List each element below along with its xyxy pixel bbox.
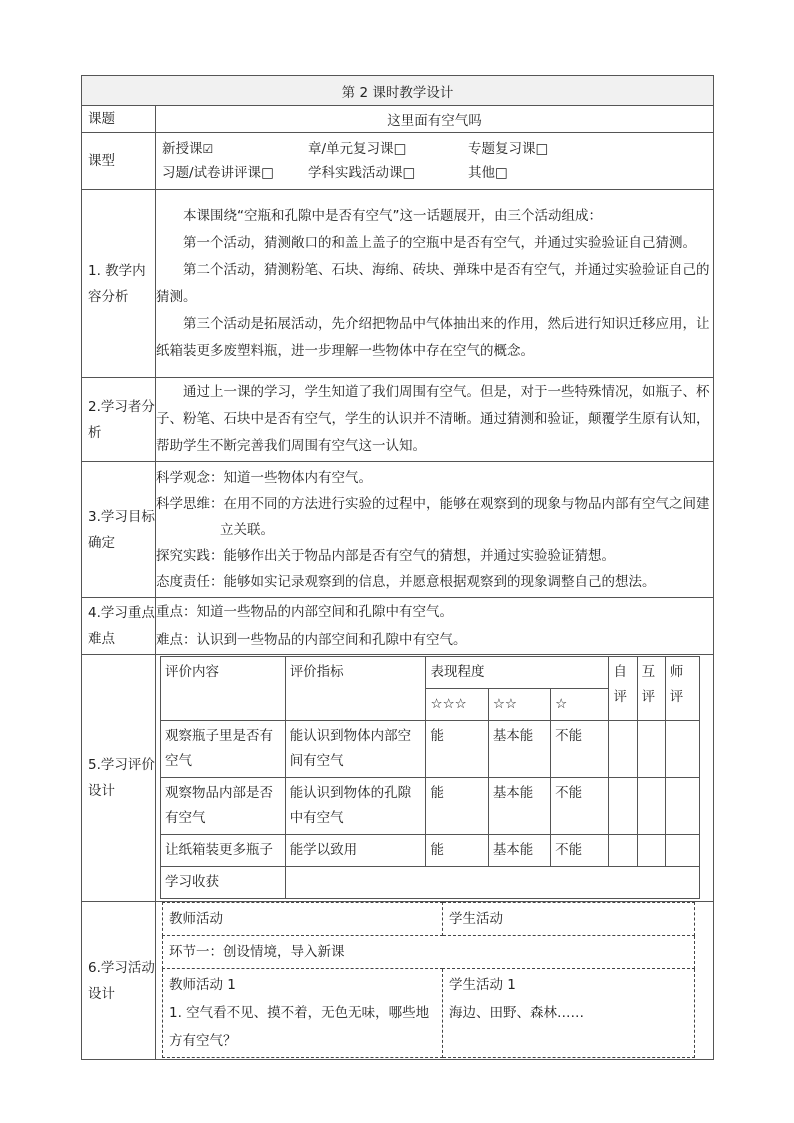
learner-analysis-text: 通过上一课的学习，学生知道了我们周围有空气。但是，对于一些特殊情况，如瓶子、杯子、粉笔、石块中是否有空气，学生的认识并不清晰。通过猜测和验证，颠覆学生原有认知，帮助学生不断完善我们周围有空气这一认知。 bbox=[156, 384, 710, 454]
teacher-eval-cell bbox=[665, 835, 699, 867]
lesson-type-option: 专题复习课□ bbox=[468, 141, 549, 157]
goals-body bbox=[156, 462, 714, 598]
checkbox-icon: □ bbox=[402, 165, 416, 181]
eval-header-peer: 互评 bbox=[637, 657, 665, 721]
eval-header-content: 评价内容 bbox=[161, 657, 286, 721]
eval-header-self: 自评 bbox=[609, 657, 637, 721]
document-title: 第 2 课时教学设计 bbox=[82, 76, 714, 106]
lesson-type-options bbox=[156, 133, 713, 189]
eval-header-level: 表现程度 bbox=[426, 657, 609, 689]
goal-item: 科学思维：在用不同的方法进行实验的过程中，能够在观察到的现象与物品内部有空气之间建立关联。 bbox=[156, 495, 710, 538]
eval-row: 观察瓶子里是否有空气 能认识到物体内部空间有空气 能 基本能 不能 bbox=[161, 721, 700, 778]
star-rating-2: ☆☆ bbox=[488, 689, 550, 721]
eval-row: 让纸箱装更多瓶子 能学以致用 能 基本能 不能 bbox=[161, 835, 700, 867]
evaluation-table bbox=[160, 656, 700, 899]
student-activity-1: 学生活动 1 海边、田野、森林…… bbox=[443, 969, 695, 1058]
teacher-eval-cell bbox=[665, 721, 699, 778]
teacher-activity-1: 教师活动 1 1. 空气看不见、摸不着，无色无味，哪些地方有空气？ bbox=[163, 969, 443, 1058]
checkbox-icon: □ bbox=[261, 165, 274, 181]
content-paragraph: 第一个活动，猜测敞口的和盖上盖子的空瓶中是否有空气，并通过实验验证自己猜测。 bbox=[183, 234, 696, 251]
goals-label: 3.学习目标确定 bbox=[82, 462, 156, 598]
lesson-type-option: 习题/试卷讲评课□ bbox=[162, 165, 274, 181]
eval-header-teacher: 师评 bbox=[665, 657, 699, 721]
content-paragraph: 第二个活动，猜测粉笔、石块、海绵、砖块、弹珠中是否有空气，并通过实验验证自己的猜测。 bbox=[156, 261, 710, 305]
lesson-type-option: 新授课☑ bbox=[162, 141, 214, 157]
lesson-plan-table bbox=[81, 75, 714, 1060]
checkbox-icon: □ bbox=[495, 165, 508, 181]
learner-analysis-label: 2.学习者分析 bbox=[82, 378, 156, 462]
checkbox-icon: □ bbox=[535, 141, 549, 157]
teacher-eval-cell bbox=[665, 778, 699, 835]
content-paragraph: 本课围绕“空瓶和孔隙中是否有空气”这一话题展开，由三个活动组成： bbox=[183, 207, 602, 224]
lesson-type-option: 学科实践活动课□ bbox=[308, 165, 416, 181]
key-point: 重点：知道一些物品的内部空间和孔隙中有空气。 bbox=[156, 604, 453, 620]
evaluation-label: 5.学习评价设计 bbox=[82, 655, 156, 902]
student-activity-header: 学生活动 bbox=[443, 903, 695, 936]
section-title: 环节一：创设情境，导入新课 bbox=[163, 936, 695, 969]
key-points-label: 4.学习重点难点 bbox=[82, 598, 156, 655]
star-rating-1: ☆ bbox=[551, 689, 609, 721]
lesson-type-option: 章/单元复习课□ bbox=[308, 141, 407, 157]
self-eval-cell bbox=[609, 721, 637, 778]
self-eval-cell bbox=[609, 835, 637, 867]
checked-box-icon: ☑ bbox=[202, 142, 214, 156]
topic-label: 课题 bbox=[82, 106, 156, 133]
peer-eval-cell bbox=[637, 721, 665, 778]
checkbox-icon: □ bbox=[393, 141, 407, 157]
lesson-plan bbox=[81, 75, 713, 1060]
goal-item: 态度责任：能够如实记录观察到的信息，并愿意根据观察到的现象调整自己的想法。 bbox=[156, 573, 656, 590]
topic-value: 这里面有空气吗 bbox=[156, 106, 714, 133]
content-paragraph: 第三个活动是拓展活动，先介绍把物品中气体抽出来的作用，然后进行知识迁移应用，让纸箱装更多废塑料瓶，进一步理解一些物体中存在空气的概念。 bbox=[156, 315, 710, 359]
activities-label: 6.学习活动设计 bbox=[82, 902, 156, 1060]
lesson-type-option: 其他□ bbox=[468, 165, 508, 181]
star-rating-3: ☆☆☆ bbox=[426, 689, 488, 721]
content-analysis-label: 1. 教学内容分析 bbox=[82, 190, 156, 378]
learning-harvest-cell bbox=[285, 867, 699, 899]
peer-eval-cell bbox=[637, 778, 665, 835]
eval-row: 观察物品内部是否有空气 能认识到物体的孔隙中有空气 能 基本能 不能 bbox=[161, 778, 700, 835]
content-analysis-body bbox=[156, 190, 714, 378]
learning-harvest-label: 学习收获 bbox=[161, 867, 286, 899]
difficult-point: 难点：认识到一些物品的内部空间和孔隙中有空气。 bbox=[156, 632, 467, 648]
lesson-type-label: 课型 bbox=[82, 133, 156, 190]
goal-item: 探究实践：能够作出关于物品内部是否有空气的猜想，并通过实验验证猜想。 bbox=[156, 547, 615, 564]
goal-item: 科学观念：知道一些物体内有空气。 bbox=[156, 469, 372, 486]
self-eval-cell bbox=[609, 778, 637, 835]
eval-header-indicator: 评价指标 bbox=[285, 657, 426, 721]
activities-table bbox=[162, 902, 695, 1058]
teacher-activity-header: 教师活动 bbox=[163, 903, 443, 936]
peer-eval-cell bbox=[637, 835, 665, 867]
